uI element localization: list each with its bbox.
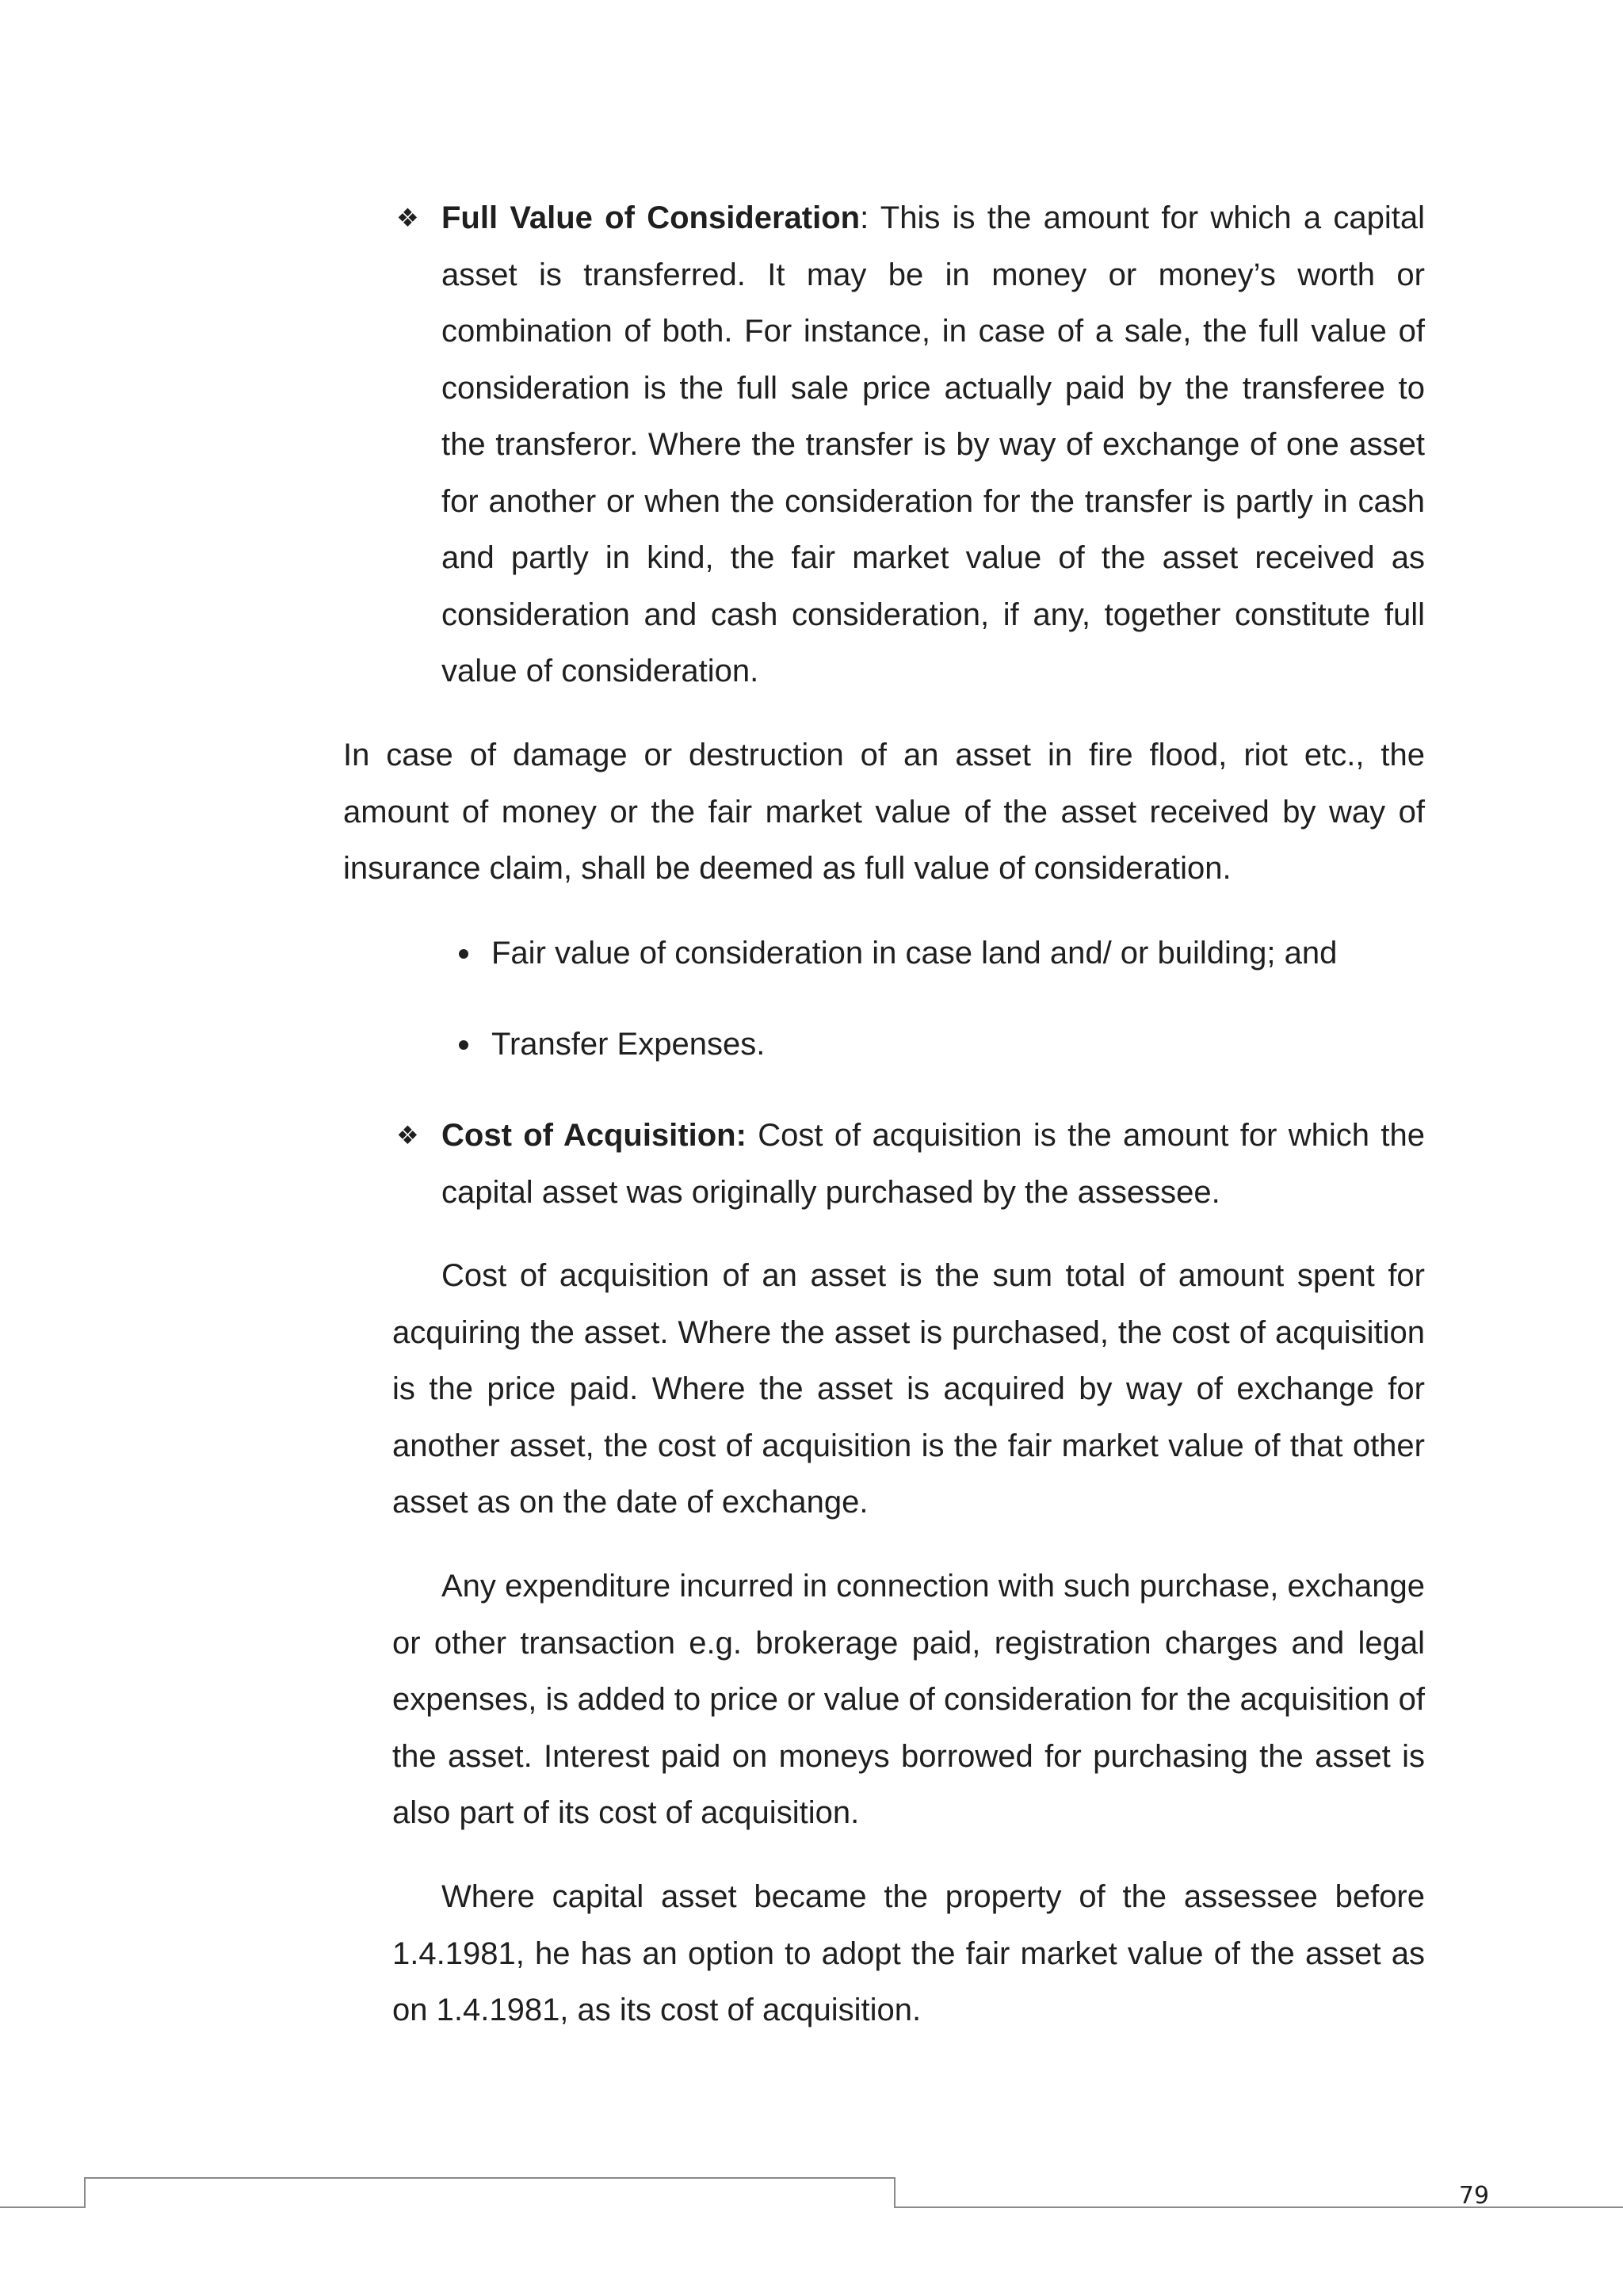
list-bullet-icon	[459, 1040, 468, 1050]
cost-of-acquisition-paragraph	[441, 1108, 1425, 1221]
pre-1981-asset-paragraph: Where capital asset became the property of the assessee before 1.4.1981, he has an option to adopt the fair market value of the asset as on 1.4.1981, as its cost of acquisition.	[392, 1879, 1425, 2027]
page-number: 79	[1458, 2182, 1490, 2210]
cost-of-acquisition-definition-paragraph: Cost of acquisition of an asset is the sum total of amount spent for acquiring the asset. Where the asset is purchased, the cost of acquisition is the price paid. Where the asset is acquired by way of exchange for another asset, the cost of acquisition is the fair market value of that other asset as on the date of exchange.	[392, 1258, 1425, 1520]
footer-tab-right-edge	[894, 2177, 896, 2208]
footer-rule-left	[0, 2206, 86, 2208]
cost-of-acquisition-text: Cost of acquisition is the amount for which the capital asset was originally purchased by the assessee.	[441, 1118, 1425, 1210]
footer-tab-top	[84, 2177, 896, 2179]
diamond-bullet-icon: ❖	[396, 204, 419, 232]
expenditure-paragraph: Any expenditure incurred in connection with such purchase, exchange or other transaction e.g. brokerage paid, registration charges and legal expenses, is added to price or value of consideration for the acquisition of the asset. Interest paid on moneys borrowed for purchasing the asset is also part of its cost of acquisition.	[392, 1569, 1426, 1830]
footer-tab-left-edge	[84, 2177, 86, 2208]
full-value-heading: Full Value of Consideration	[441, 200, 861, 235]
full-value-of-consideration-paragraph	[441, 190, 1425, 700]
list-item: Transfer Expenses.	[491, 1027, 766, 1062]
insurance-claim-paragraph: In case of damage or destruction of an asset in fire flood, riot etc., the amount of money or the fair market value of the asset received by way of insurance claim, shall be deemed as full value of consideration.	[343, 738, 1425, 886]
list-bullet-icon	[459, 949, 468, 959]
list-item: Fair value of consideration in case land and/ or building; and	[491, 936, 1338, 971]
diamond-bullet-icon: ❖	[396, 1121, 419, 1150]
cost-of-acquisition-heading: Cost of Acquisition:	[441, 1118, 747, 1153]
full-value-text: : This is the amount for which a capital asset is transferred. It may be in money or money’s worth or combination of both. For instance, in case of a sale, the full value of consideration is the full sale price actually paid by the transferee to the transferor. Where the transfer is by way of exchange of one asset for another or when the consideration for the transfer is partly in cash and partly in kind, the fair market value of the asset received as consideration and cash consideration, if any, together constitute full value of consideration.	[441, 200, 1426, 688]
footer-rule-right	[894, 2206, 1623, 2208]
